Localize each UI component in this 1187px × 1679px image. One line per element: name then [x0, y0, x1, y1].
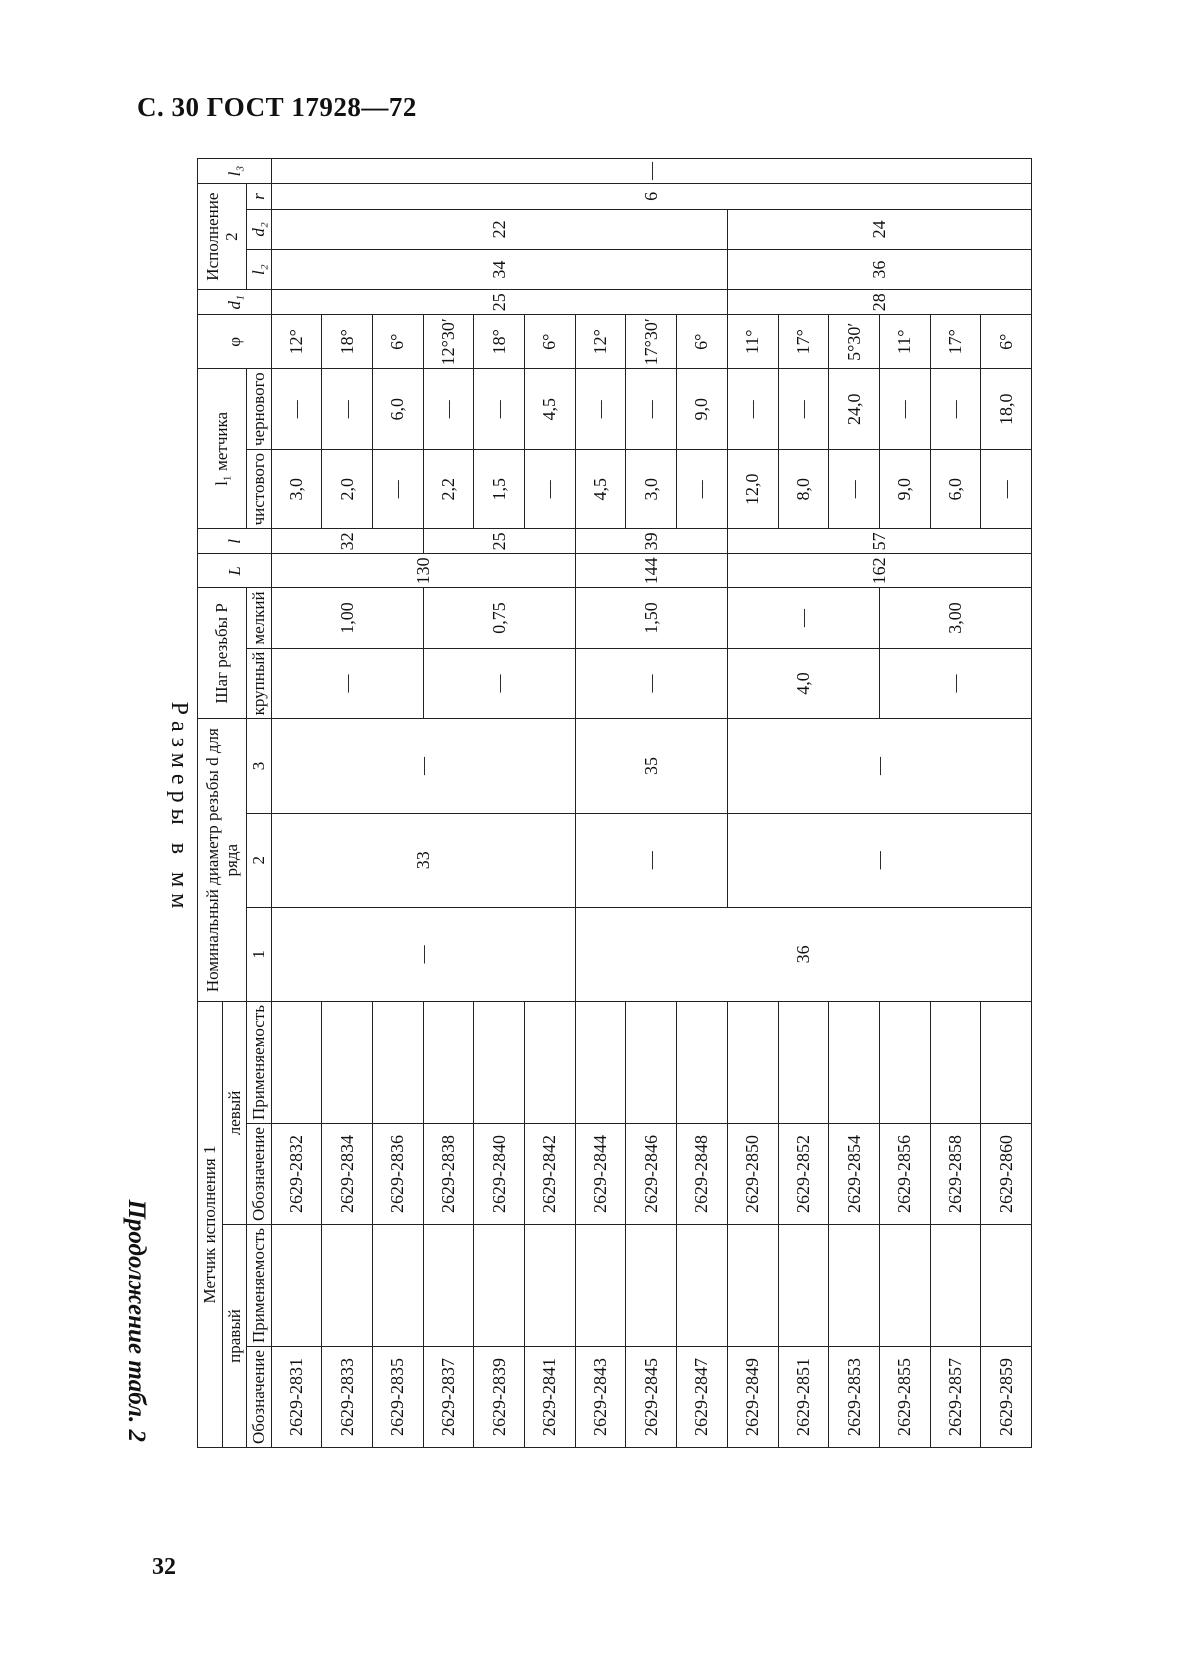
cell-l1-finishing: 12,0 [727, 450, 778, 529]
cell-series2: 33 [271, 813, 575, 907]
cell-l1-finishing: 3,0 [626, 450, 677, 529]
header-left-designation: Обозначение [247, 1124, 272, 1225]
left-designation: 2629-2846 [626, 1124, 677, 1225]
cell-phi: 11° [727, 315, 778, 369]
cell-l1-roughing: 9,0 [677, 369, 728, 450]
left-designation: 2629-2856 [879, 1124, 930, 1225]
right-applicability [271, 1224, 322, 1346]
cell-d1: 28 [727, 290, 1031, 315]
cell-coarse: — [879, 648, 1031, 719]
left-designation: 2629-2860 [981, 1124, 1032, 1225]
left-applicability [575, 1001, 626, 1123]
cell-series3: — [271, 719, 575, 813]
header-version2: Исполнение 2 [198, 184, 247, 290]
cell-l1-finishing: 6,0 [930, 450, 981, 529]
units-label: Размеры в мм [166, 701, 192, 915]
header-right-applicability: Применяемость [247, 1224, 272, 1346]
left-applicability [322, 1001, 373, 1123]
cell-phi: 12°30′ [423, 315, 474, 369]
left-designation: 2629-2836 [373, 1124, 424, 1225]
header-left-applicability: Применяемость [247, 1001, 272, 1123]
right-designation: 2629-2855 [879, 1347, 930, 1448]
cell-l1-roughing: — [626, 369, 677, 450]
cell-fine: 1,00 [271, 588, 423, 648]
cell-l: 32 [271, 529, 423, 554]
cell-L: 130 [271, 554, 575, 588]
cell-l1-finishing: 8,0 [778, 450, 829, 529]
cell-L: 144 [575, 554, 727, 588]
header-tap-version1: Метчик исполнения 1 [198, 1001, 223, 1447]
cell-l1-roughing: — [423, 369, 474, 450]
header-fine: мелкий [247, 588, 272, 648]
left-applicability [981, 1001, 1032, 1123]
cell-l1-roughing: — [930, 369, 981, 450]
header-phi: φ [198, 315, 272, 369]
cell-phi: 12° [575, 315, 626, 369]
cell-l1-finishing: 1,5 [474, 450, 525, 529]
left-designation: 2629-2858 [930, 1124, 981, 1225]
right-applicability [373, 1224, 424, 1346]
cell-l2: 34 [271, 250, 727, 290]
cell-phi: 18° [474, 315, 525, 369]
left-applicability [525, 1001, 576, 1123]
cell-l1-finishing: — [525, 450, 576, 529]
cell-l1-roughing: 24,0 [829, 369, 880, 450]
header-pitch: Шаг резьбы P [198, 588, 247, 719]
header-r: r [247, 184, 272, 210]
header-l2: l₂ [247, 250, 272, 290]
cell-phi: 18° [322, 315, 373, 369]
cell-fine: 1,50 [575, 588, 727, 648]
cell-fine: — [727, 588, 879, 648]
cell-d2: 24 [727, 209, 1031, 249]
right-designation: 2629-2839 [474, 1347, 525, 1448]
right-applicability [474, 1224, 525, 1346]
right-applicability [778, 1224, 829, 1346]
right-applicability [879, 1224, 930, 1346]
left-applicability [829, 1001, 880, 1123]
left-applicability [727, 1001, 778, 1123]
left-designation: 2629-2850 [727, 1124, 778, 1225]
cell-l1-roughing: — [727, 369, 778, 450]
cell-l1-roughing: — [575, 369, 626, 450]
header-series1: 1 [247, 907, 272, 1001]
cell-series3: 35 [575, 719, 727, 813]
cell-L: 162 [727, 554, 1031, 588]
cell-l: 25 [423, 529, 575, 554]
right-designation: 2629-2841 [525, 1347, 576, 1448]
header-left: левый [222, 1001, 247, 1224]
cell-l1-finishing: 3,0 [271, 450, 322, 529]
right-designation: 2629-2843 [575, 1347, 626, 1448]
cell-series2: — [727, 813, 1031, 907]
cell-phi: 17° [778, 315, 829, 369]
right-applicability [575, 1224, 626, 1346]
cell-l1-roughing: — [474, 369, 525, 450]
cell-phi: 6° [525, 315, 576, 369]
cell-l1-finishing: 4,5 [575, 450, 626, 529]
left-designation: 2629-2848 [677, 1124, 728, 1225]
cell-l1-finishing: — [829, 450, 880, 529]
header-finishing: чистового [247, 450, 272, 529]
right-applicability [981, 1224, 1032, 1346]
left-designation: 2629-2834 [322, 1124, 373, 1225]
left-designation: 2629-2842 [525, 1124, 576, 1225]
cell-phi: 11° [879, 315, 930, 369]
cell-phi: 6° [677, 315, 728, 369]
cell-phi: 6° [373, 315, 424, 369]
right-designation: 2629-2837 [423, 1347, 474, 1448]
left-applicability [474, 1001, 525, 1123]
cell-l: 39 [575, 529, 727, 554]
page-number: 32 [152, 1554, 176, 1580]
header-d2: d₂ [247, 209, 272, 249]
header-right-designation: Обозначение [247, 1347, 272, 1448]
right-designation: 2629-2853 [829, 1347, 880, 1448]
right-applicability [677, 1224, 728, 1346]
table-body [271, 159, 1031, 1448]
right-designation: 2629-2845 [626, 1347, 677, 1448]
right-designation: 2629-2833 [322, 1347, 373, 1448]
left-applicability [778, 1001, 829, 1123]
cell-l1-finishing: — [981, 450, 1032, 529]
table-row [271, 159, 322, 1448]
header-series3: 3 [247, 719, 272, 813]
cell-l1-roughing: — [322, 369, 373, 450]
right-designation: 2629-2857 [930, 1347, 981, 1448]
cell-phi: 17°30′ [626, 315, 677, 369]
left-designation: 2629-2852 [778, 1124, 829, 1225]
header-nominal-diameter: Номинальный диаметр резьбы d для ряда [198, 719, 247, 1002]
right-applicability [423, 1224, 474, 1346]
cell-l3: — [271, 159, 1031, 184]
cell-l1-roughing: 4,5 [525, 369, 576, 450]
header-l: l [198, 529, 272, 554]
cell-l1-roughing: — [879, 369, 930, 450]
cell-series1: — [271, 907, 575, 1001]
cell-fine: 3,00 [879, 588, 1031, 648]
right-applicability [930, 1224, 981, 1346]
header-series2: 2 [247, 813, 272, 907]
header-d1: d₁ [198, 290, 272, 315]
left-applicability [626, 1001, 677, 1123]
dimensions-table [197, 158, 1032, 1448]
cell-l: 57 [727, 529, 1031, 554]
left-applicability [930, 1001, 981, 1123]
cell-r: 6 [271, 184, 1031, 210]
right-designation: 2629-2849 [727, 1347, 778, 1448]
right-applicability [727, 1224, 778, 1346]
cell-l1-roughing: — [271, 369, 322, 450]
cell-coarse: 4,0 [727, 648, 879, 719]
cell-series1: 36 [575, 907, 1031, 1001]
cell-l1-finishing: 2,0 [322, 450, 373, 529]
right-designation: 2629-2851 [778, 1347, 829, 1448]
table-row [575, 159, 626, 1448]
left-applicability [677, 1001, 728, 1123]
header-l1: l₁ метчика [198, 369, 247, 529]
cell-l1-finishing: — [373, 450, 424, 529]
cell-l1-roughing: — [778, 369, 829, 450]
cell-series3: — [727, 719, 1031, 813]
cell-phi: 17° [930, 315, 981, 369]
left-applicability [373, 1001, 424, 1123]
left-designation: 2629-2832 [271, 1124, 322, 1225]
right-designation: 2629-2859 [981, 1347, 1032, 1448]
right-applicability [525, 1224, 576, 1346]
header-right: правый [222, 1224, 247, 1447]
right-designation: 2629-2847 [677, 1347, 728, 1448]
right-applicability [829, 1224, 880, 1346]
cell-d1: 25 [271, 290, 727, 315]
cell-l1-finishing: 2,2 [423, 450, 474, 529]
header-coarse: крупный [247, 648, 272, 719]
table-row [727, 159, 778, 1448]
cell-l1-roughing: 18,0 [981, 369, 1032, 450]
left-designation: 2629-2854 [829, 1124, 880, 1225]
left-designation: 2629-2844 [575, 1124, 626, 1225]
left-applicability [271, 1001, 322, 1123]
right-designation: 2629-2831 [271, 1347, 322, 1448]
left-applicability [423, 1001, 474, 1123]
header-roughing: чернового [247, 369, 272, 450]
cell-coarse: — [271, 648, 423, 719]
left-designation: 2629-2838 [423, 1124, 474, 1225]
left-designation: 2629-2840 [474, 1124, 525, 1225]
header-l3: l₃ [198, 159, 272, 184]
cell-phi: 12° [271, 315, 322, 369]
cell-phi: 6° [981, 315, 1032, 369]
cell-l1-roughing: 6,0 [373, 369, 424, 450]
cell-fine: 0,75 [423, 588, 575, 648]
cell-l1-finishing: 9,0 [879, 450, 930, 529]
right-applicability [626, 1224, 677, 1346]
table-wrapper [197, 158, 1032, 1448]
right-applicability [322, 1224, 373, 1346]
header-L: L [198, 554, 272, 588]
cell-series2: — [575, 813, 727, 907]
continuation-label: Продолжение табл. 2 [123, 1199, 150, 1442]
cell-d2: 22 [271, 209, 727, 249]
page-header: С. 30 ГОСТ 17928—72 [137, 92, 417, 122]
right-designation: 2629-2835 [373, 1347, 424, 1448]
cell-coarse: — [423, 648, 575, 719]
cell-coarse: — [575, 648, 727, 719]
cell-phi: 5°30′ [829, 315, 880, 369]
cell-l2: 36 [727, 250, 1031, 290]
cell-l1-finishing: — [677, 450, 728, 529]
left-applicability [879, 1001, 930, 1123]
